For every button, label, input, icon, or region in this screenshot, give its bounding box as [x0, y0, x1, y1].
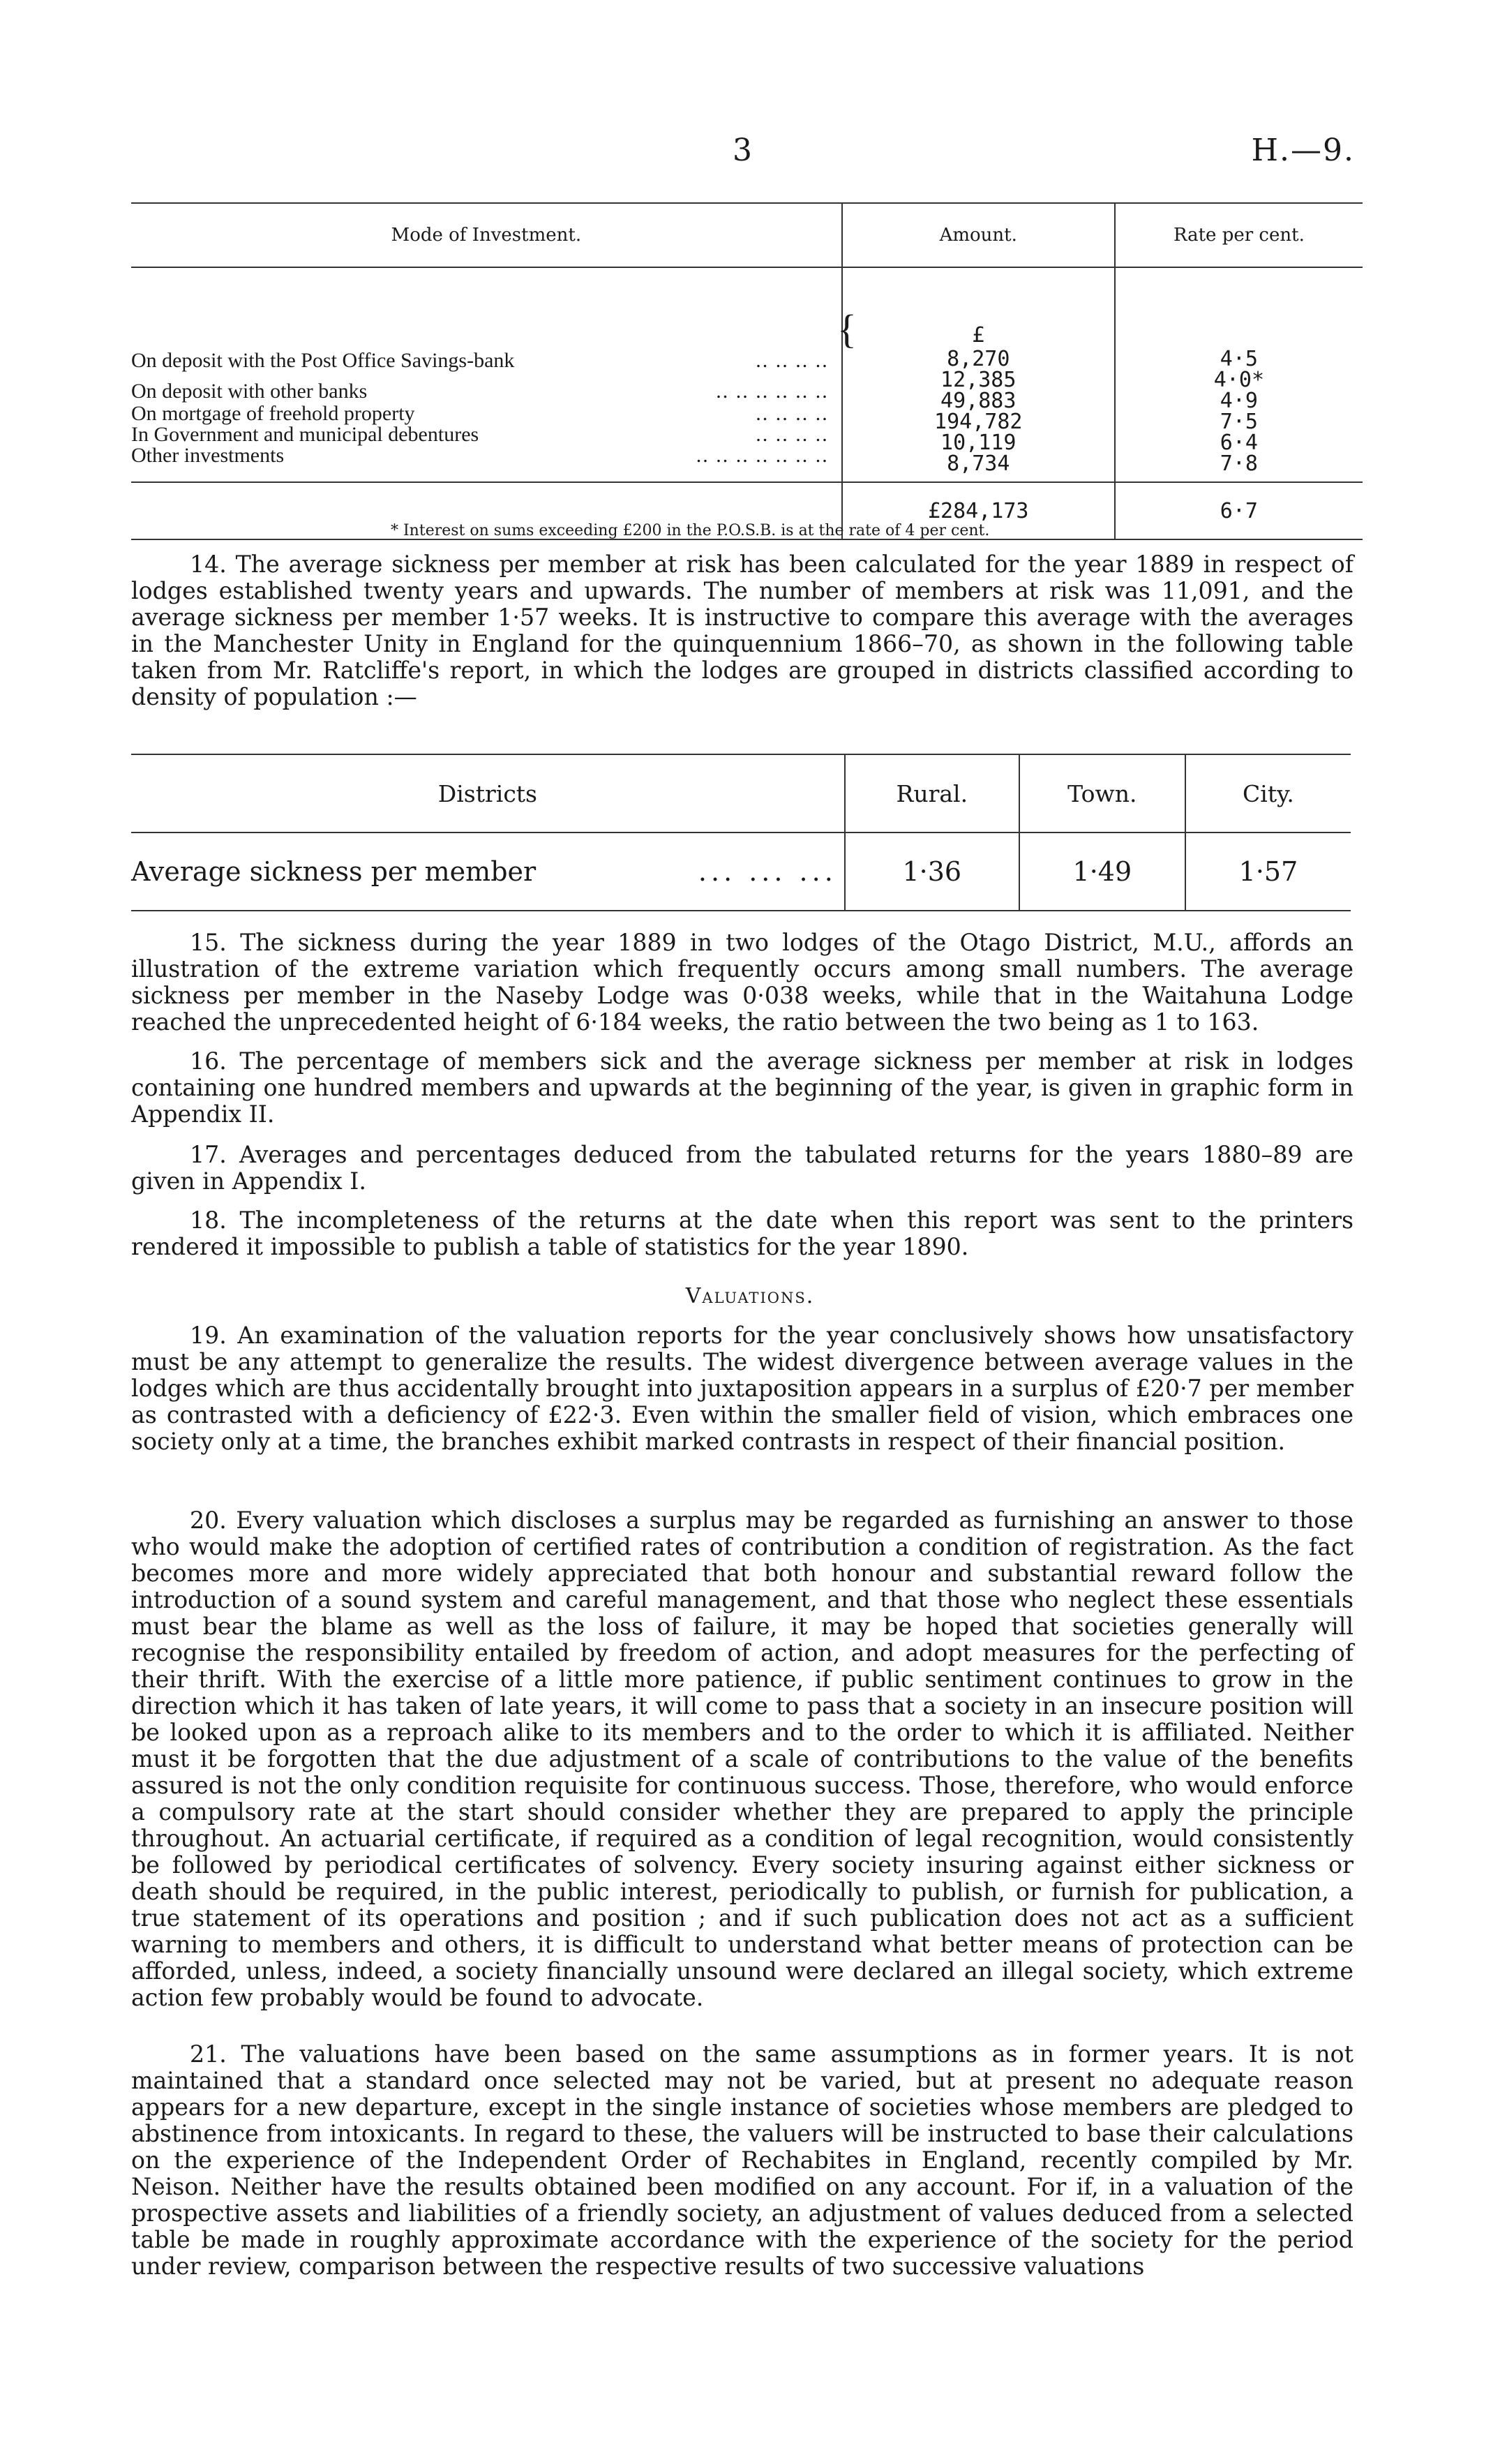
amount-cell: 8,270 — [947, 347, 1010, 371]
value-city: 1·57 — [1185, 833, 1351, 910]
value-rural: 1·36 — [844, 833, 1019, 910]
table-row: On mortgage of freehold property .. .. .. .. — [131, 402, 829, 425]
sickness-table-header — [131, 754, 1351, 833]
amount-cell: 8,734 — [947, 451, 1010, 476]
header-city: City. — [1185, 755, 1351, 832]
total-amount: £284,173 — [841, 483, 1114, 539]
footnote: * Interest on sums exceeding £200 in the P.O.S.B. is at the rate of 4 per cent. — [391, 522, 990, 539]
rate-cell: 7·5 — [1220, 410, 1258, 434]
value-town: 1·49 — [1019, 833, 1185, 910]
table-row — [131, 833, 1351, 911]
page-number: 3 — [733, 133, 752, 168]
total-rate: 6·7 — [1114, 483, 1363, 539]
paragraph-20: 20. Every valuation which discloses a surplus may be regarded as furnishing an answer to those who would make the adoption of certified rates of contribution a condition of registration. As the fact becomes more and more widely appreciated that both honour and substantial reward follow the introduction of a sound system and careful management, and that those who neglect these essentials must bear the blame as well as the loss of failure, it may be hoped that societies generally will recognise the responsibility entailed by freedom of action, and adopt measures for the perfecting of their thrift. With the exercise of a little more patience, if public sentiment continues to grow in the direction which it has taken of late years, it will come to pass that a society in an insecure position will be looked upon as a reproach alike to its members and to the order to which it is affiliated. Neither must it be forgotten that the due adjustment of a scale of contributions to the value of the benefits assured is not the only condition requisite for continuous success. Those, therefore, who would enforce a compulsory rate at the start should consider whether they are prepared to apply the principle throughout. An actuarial certificate, if required as a condition of legal recognition, would consistently be followed by periodical certificates of solvency. Every society insuring against either sickness or death should be required, in the public interest, periodically to publish, or furnish for publication, a true statement of its operations and position ; and if such publication does not act as a sufficient warning to members and others, it is difficult to understand what better means of protection can be afforded, unless, indeed, a society financially unsound were declared an illegal society, which extreme action few probably would be found to advocate. — [131, 1507, 1353, 2011]
rate-cell: 4·0* — [1213, 368, 1265, 392]
amount-cell: 49,883 — [940, 389, 1017, 413]
document-reference: H.—9. — [1251, 133, 1355, 168]
amount-column — [841, 268, 1114, 481]
row-label: On deposit with other banks — [131, 380, 368, 403]
header-amount: Amount. — [841, 204, 1114, 267]
section-heading-valuations: Valuations. — [685, 1284, 815, 1308]
paragraph-18: 18. The incompleteness of the returns at the date when this report was sent to the printers rendered it impossible to publish a table of statistics for the year 1890. — [131, 1207, 1353, 1260]
header-districts: Districts — [437, 779, 537, 807]
rate-column — [1114, 268, 1363, 481]
rate-cell: 6·4 — [1220, 431, 1258, 455]
row-label: Other investments — [131, 444, 285, 467]
rate-cell: 4·9 — [1220, 389, 1258, 413]
paragraph-15: 15. The sickness during the year 1889 in two lodges of the Otago District, M.U., affords an illustration of the extreme variation which frequently occurs among small numbers. The average sickness per member in the Naseby Lodge was 0·038 weeks, while that in the Waitahuna Lodge reached the unprecedented height of 6·184 weeks, the ratio between the two being as 1 to 163. — [131, 929, 1353, 1036]
mode-column — [131, 268, 841, 481]
header-mode: Mode of Investment. — [391, 225, 582, 246]
investment-table — [131, 202, 1363, 540]
header-town: Town. — [1019, 755, 1185, 832]
investment-table-header — [131, 204, 1363, 268]
sickness-table — [131, 754, 1351, 911]
table-row: On deposit with other banks .. .. .. .. .. .. — [131, 380, 829, 403]
paragraph-16: 16. The percentage of members sick and the average sickness per member at risk in lodges containing one hundred members and upwards at the beginning of the year, is given in graphic form in Appendix II. — [131, 1047, 1353, 1128]
table-row: In Government and municipal debentures .. .. .. .. — [131, 423, 829, 446]
leader-dots: ... ... ... — [698, 856, 837, 887]
amount-cell: 194,782 — [934, 410, 1023, 434]
investment-table-body — [131, 268, 1363, 481]
header-rural: Rural. — [844, 755, 1019, 832]
amount-cell: 12,385 — [940, 368, 1017, 392]
row-label: On deposit with the Post Office Savings-bank — [131, 349, 515, 372]
brace-mark: { — [837, 306, 857, 352]
row-label: Average sickness per member — [131, 856, 537, 887]
currency-symbol: £ — [972, 323, 985, 348]
paragraph-14: 14. The average sickness per member at risk has been calculated for the year 1889 in respect of lodges established twenty years and upwards. The number of members at risk was 11,091, and the average sickness per member 1·57 weeks. It is instructive to compare this average with the averages in the Manchester Unity in England for the quinquennium 1866–70, as shown in the following table taken from Mr. Ratcliffe's report, in which the lodges are grouped in districts classified according to density of population :— — [131, 551, 1353, 710]
rate-cell: 4·5 — [1220, 347, 1258, 371]
rate-cell: 7·8 — [1220, 451, 1258, 476]
row-label: On mortgage of freehold property — [131, 402, 415, 425]
row-label: In Government and municipal debentures — [131, 423, 479, 446]
header-rate: Rate per cent. — [1114, 204, 1363, 267]
paragraph-21: 21. The valuations have been based on the same assumptions as in former years. It is not maintained that a standard once selected may not be varied, but at present no adequate reason appears for a new departure, except in the single instance of societies whose members are pledged to abstinence from intoxicants. In regard to these, the valuers will be instructed to base their calculations on the experience of the Independent Order of Rechabites in England, recently compiled by Mr. Neison. Neither have the results obtained been modified on any account. For if, in a valuation of the prospective assets and liabilities of a friendly society, an adjustment of values deduced from a selected table be made in roughly approximate accordance with the experience of the society for the period under review, comparison between the respective results of two successive valuations — [131, 2040, 1353, 2280]
table-row: On deposit with the Post Office Savings-bank .. .. .. .. — [131, 349, 829, 372]
amount-cell: 10,119 — [940, 431, 1017, 455]
table-row: Other investments .. .. .. .. .. .. .. — [131, 444, 829, 467]
paragraph-17: 17. Averages and percentages deduced from the tabulated returns for the years 1880–89 are given in Appendix I. — [131, 1141, 1353, 1195]
paragraph-19: 19. An examination of the valuation reports for the year conclusively shows how unsatisfactory must be any attempt to generalize the results. The widest divergence between average values in the lodges which are thus accidentally brought into juxtaposition appears in a surplus of £20·7 per member as contrasted with a deficiency of £22·3. Even within the smaller field of vision, which embraces one society only at a time, the branches exhibit marked contrasts in respect of their financial position. — [131, 1322, 1353, 1455]
